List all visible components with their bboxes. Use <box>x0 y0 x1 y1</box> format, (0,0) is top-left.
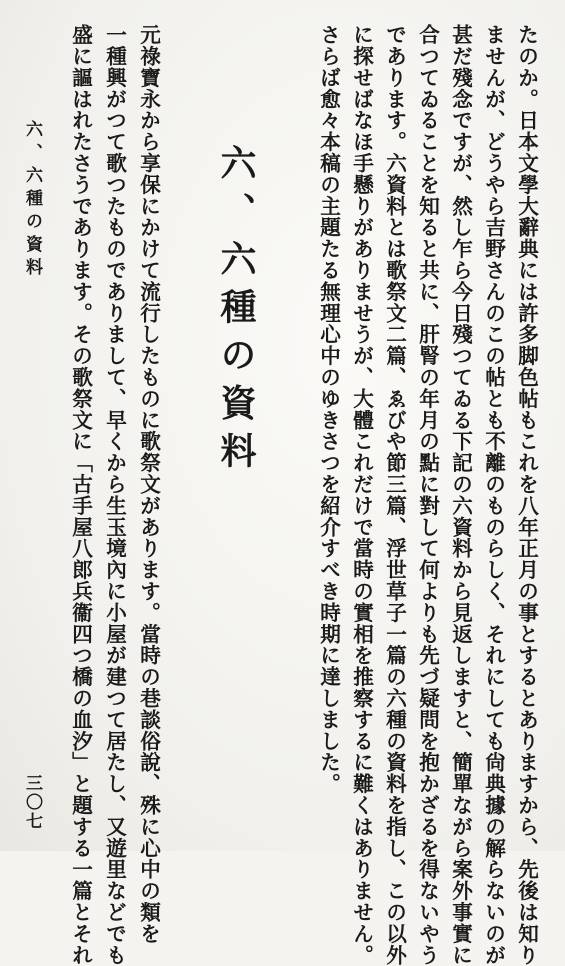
body-text-line: 盛に謳はれたさうであります。その歌祭文に「古手屋八郎兵衞四つ橋の血汐」と題する一篇とそれ <box>68 24 93 966</box>
running-head: 六、六種の資料 <box>22 120 42 281</box>
page-number: 三〇七 <box>22 774 42 831</box>
body-text-line: ませんが、どうやら吉野さんのこの帖とも不離のものらしく、それにしても尙典據の解らないのが <box>481 24 506 966</box>
body-text-line: に探せばなほ手懸りがありませうが、大體これだけで當時の實相を推察するに難くはありません。 <box>349 24 374 966</box>
body-text-line: 合つてゐることを知ると共に、肝腎の年月の點に對して何よりも先づ疑問を抱かざるを得ないやう <box>415 24 440 966</box>
body-text-line: 元祿寶永から享保にかけて流行したものに歌祭文があります。當時の巷談俗說、殊に心中の類を <box>136 24 161 945</box>
body-text-line: たのか。日本文學大辭典には許多脚色帖もこれを八年正月の事とするとありますから、先後は知り <box>514 24 539 966</box>
body-text-line: さらば愈々本稿の主題たる無理心中のゆきさつを紹介すべき時期に達しました。 <box>316 24 341 795</box>
body-text-line: 甚だ殘念ですが、然し乍ら今日殘つてゐる下記の六資料から見返しますと、簡單ながら案外事實に <box>448 24 473 966</box>
body-text-line: 一種興がつて歌つたものでありまして、早くから生玉境內に小屋が建つて居たし、又遊里などでも <box>102 24 127 966</box>
section-heading: 六、六種の資料 <box>215 144 257 480</box>
body-text-line: であります。六資料とは歌祭文二篇、ゑびや節三篇、浮世草子一篇の六種の資料を指し、この以外 <box>382 24 407 966</box>
